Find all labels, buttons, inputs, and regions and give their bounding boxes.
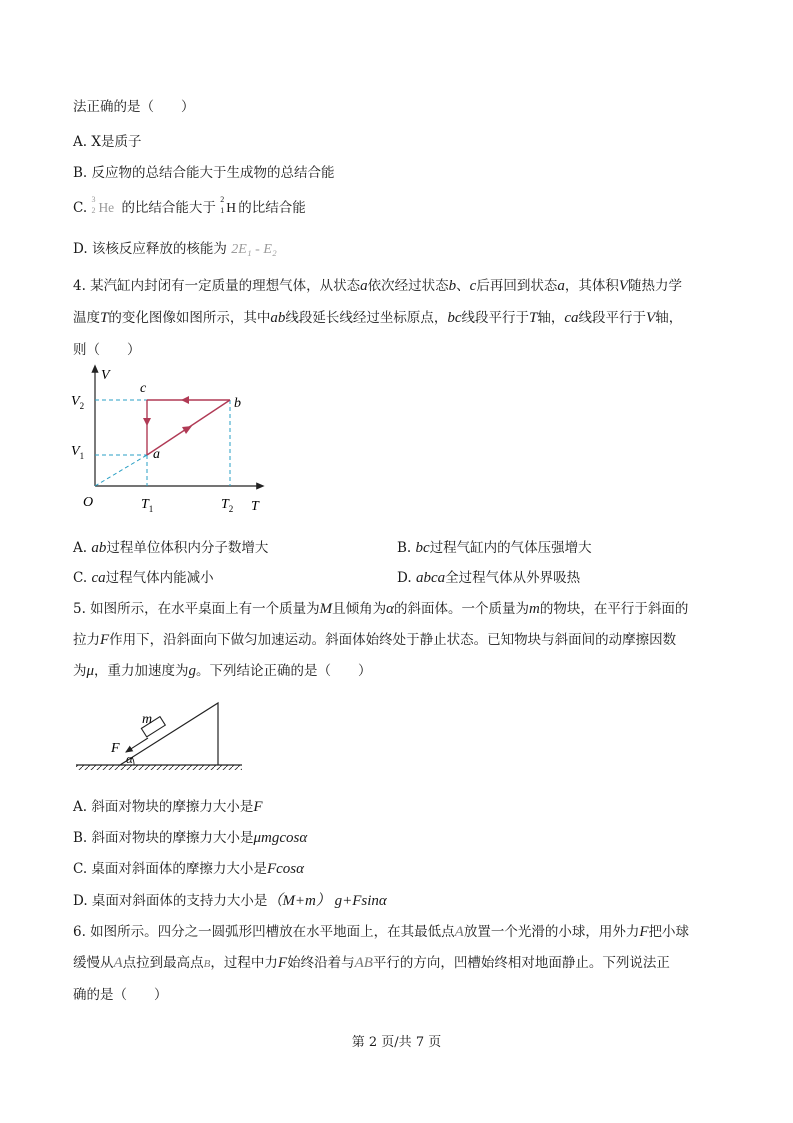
point-label-a: a [153,447,160,462]
q6-stem-line3: 确的是（ ） [73,987,168,1003]
q5-option-b: B. 斜面对物块的摩擦力大小是μmgcosα [73,830,308,846]
tick-label-t1: $T_1$ [141,497,154,514]
q4-option-b: B. bc过程气缸内的气体压强增大 [397,540,592,556]
label-F: F [111,741,120,756]
q4-vt-graph [65,360,275,520]
page-footer: 第 2 页/共 7 页 [351,1035,442,1050]
q4-stem-line3: 则（ ） [73,342,141,358]
axis-label-v: V [101,368,110,383]
q5-option-c: C. 桌面对斜面体的摩擦力大小是Fcosα [73,861,304,877]
label-alpha: α [126,751,133,766]
ground-hatching [76,765,242,770]
point-label-b: b [234,396,241,411]
tick-label-v1: $V_1$ [71,444,85,461]
q5-option-d: D. 桌面对斜面体的支持力大小是（M+m） g+Fsinα [73,893,387,909]
origin-label: O [83,495,94,510]
arrow-ca [143,418,151,426]
q4-option-a: A. ab过程单位体积内分子数增大 [73,540,269,556]
q5-stem-line3: 为μ，重力加速度为g。下列结论正确的是（ ） [73,663,372,679]
q6-stem-line2: 缓慢从A点拉到最高点B，过程中力F始终沿着与AB平行的方向，凹槽始终相对地面静止。下列说法正 [73,955,670,971]
incline-wedge [120,703,218,765]
nuclide-h2: 2 1 H [220,195,236,215]
q5-option-a: A. 斜面对物块的摩擦力大小是F [73,799,263,815]
q5-incline-figure [70,695,250,775]
tick-label-v2: $V_2$ [71,394,85,411]
q5-stem-line1: 5. 如图所示，在水平桌面上有一个质量为M且倾角为α的斜面体。一个质量为m的物块，在平行于斜面的 [73,601,689,617]
q4-stem-line2: 温度T的变化图像如图所示，其中ab线段延长线经过坐标原点，bc线段平行于T轴，ca线段平行于V轴， [73,310,683,326]
q4-option-c: C. ca过程气体内能减小 [73,570,214,586]
q4-stem-line1: 4. 某汽缸内封闭有一定质量的理想气体，从状态a依次经过状态b、c后再回到状态a，其体积V随热力学 [73,278,683,294]
q3-option-d-expression: 2E₁ - E₂ [231,242,277,257]
q3-option-d: D. 该核反应释放的核能为 2E₁ - E₂ [73,241,277,257]
point-label-c: c [140,381,147,396]
axis-label-t: T [251,499,259,514]
nuclide-he3: 3 2 He [91,195,115,215]
tick-label-t2: $T_2$ [221,497,234,514]
q6-stem-line1: 6. 如图所示。四分之一圆弧形凹槽放在水平地面上，在其最低点A放置一个光滑的小球，用外力F把小球 [73,924,690,940]
origin-extension [95,455,147,486]
arrow-bc [181,396,189,404]
q4-option-d: D. abca全过程气体从外界吸热 [397,570,581,586]
q3-option-c: C. 3 2 He 的比结合能大于 2 1 H 的比结合能 [73,195,306,216]
q3-option-b: B. 反应物的总结合能大于生成物的总结合能 [73,165,335,181]
q3-option-a: A. X是质子 [73,134,142,150]
label-m: m [142,712,153,727]
q3-stem-end: 法正确的是（ ） [73,99,195,115]
q5-stem-line2: 拉力F作用下，沿斜面向下做匀加速运动。斜面体始终处于静止状态。已知物块与斜面间的动摩擦因数 [73,632,677,648]
